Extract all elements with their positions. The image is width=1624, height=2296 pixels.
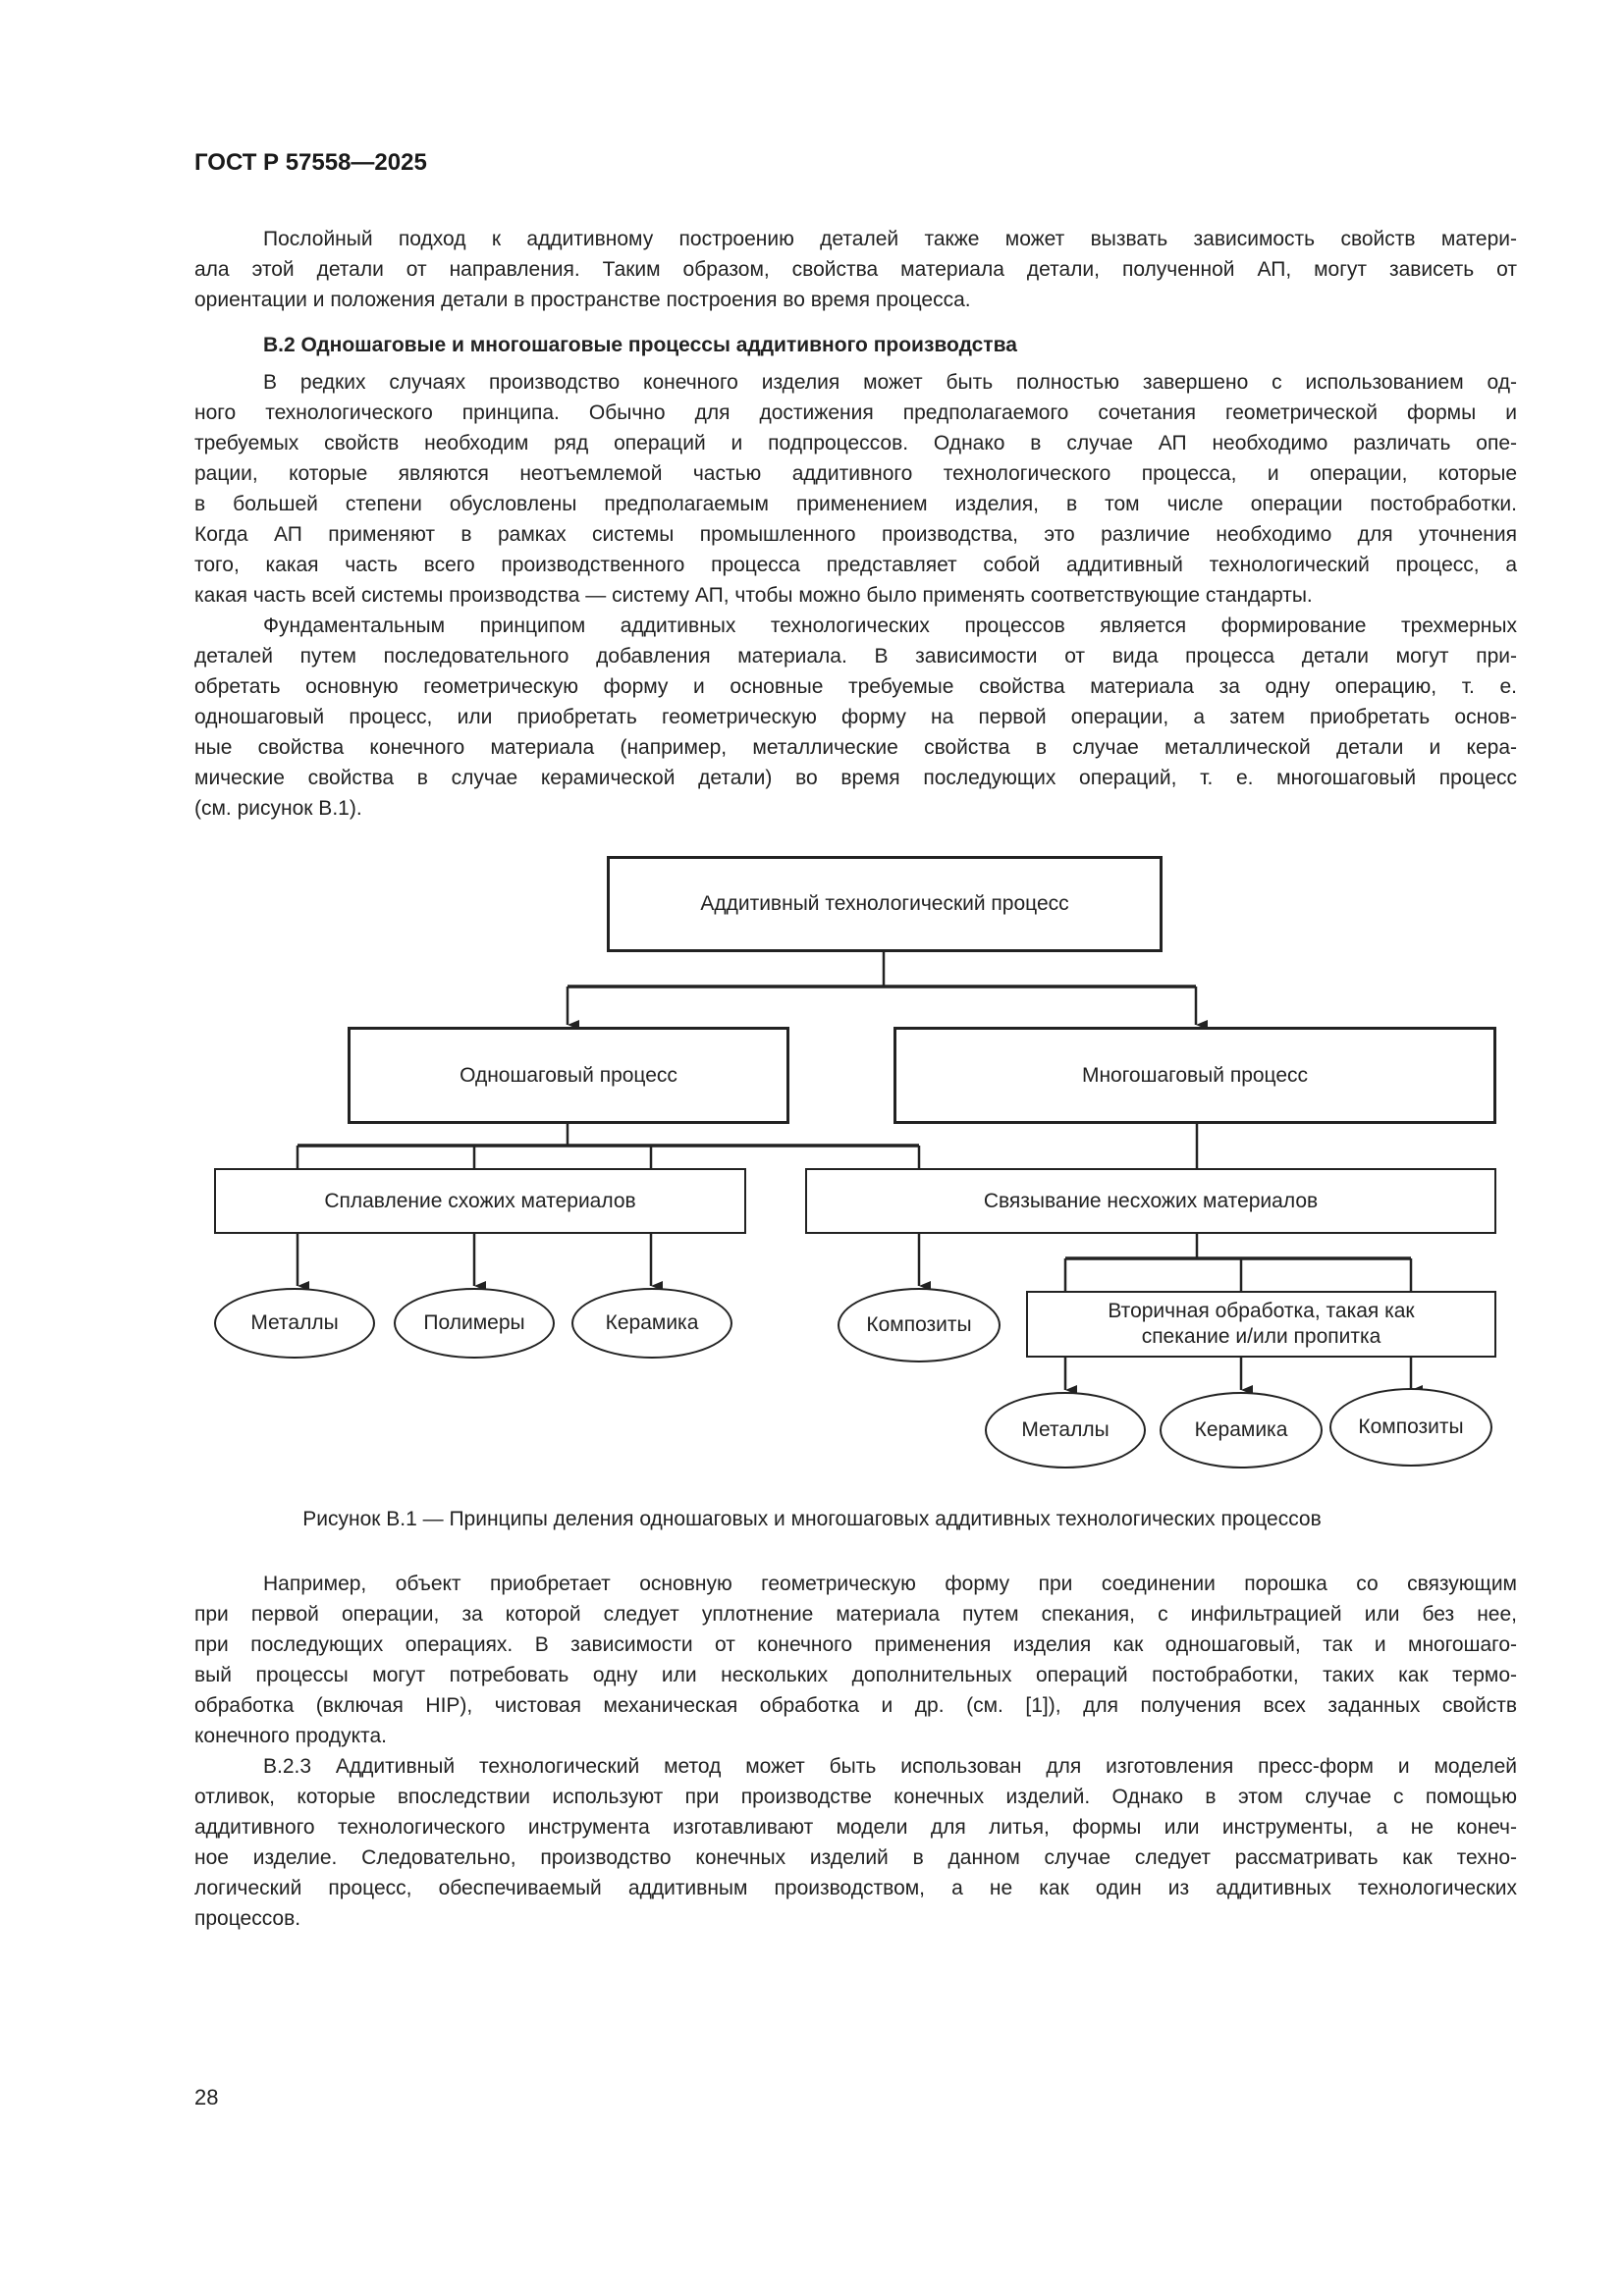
text-line: при первой операции, за которой следует уплотнение материала путем спекания, с инфильтрацией или без нее, xyxy=(194,1603,1517,1626)
text-line: какая часть всей системы производства — систему АП, чтобы можно было применять соответствующие стандарты. xyxy=(194,584,1313,607)
paragraph-b23 xyxy=(194,1751,1517,1934)
text-line: деталей путем последовательного добавления материала. В зависимости от вида процесса детали могут при- xyxy=(194,645,1517,667)
text-line: ное изделие. Следовательно, производство конечных изделий в данном случае следует рассматривать как техно- xyxy=(194,1846,1517,1869)
text-line: Послойный подход к аддитивному построению деталей также может вызвать зависимость свойств матери- xyxy=(263,228,1517,250)
text-line: обработка (включая HIP), чистовая механическая обработка и др. (см. [1]), для получения всех заданных свойств xyxy=(194,1694,1517,1717)
text-line: одношаговый процесс, или приобретать геометрическую форму на первой операции, а затем приобретать основ- xyxy=(194,706,1517,728)
node-ceramics: Керамика xyxy=(571,1288,732,1359)
section-heading-block xyxy=(194,330,1517,360)
node-secondary-processing: Вторичная обработка, такая как спекание и/или пропитка xyxy=(1026,1291,1496,1358)
text-line: при последующих операциях. В зависимости от конечного применения изделия как одношаговый, так и многошаго- xyxy=(194,1633,1517,1656)
text-line: ала этой детали от направления. Таким образом, свойства материала детали, полученной АП, могут зависеть от xyxy=(194,258,1517,281)
text-line: процессов. xyxy=(194,1907,301,1930)
text-line: Фундаментальным принципом аддитивных технологических процессов является формирование трехмерных xyxy=(263,614,1517,637)
text-line: аддитивного технологического инструмента изготавливают модели для литья, формы или инструменты, а не конеч- xyxy=(194,1816,1517,1839)
paragraph-fundamental-principle xyxy=(194,611,1517,824)
node-metals: Металлы xyxy=(214,1288,375,1359)
text-line: Например, объект приобретает основную геометрическую форму при соединении порошка со связующим xyxy=(263,1573,1517,1595)
text-line: ориентации и положения детали в пространстве построения во время процесса. xyxy=(194,289,971,311)
section-heading: В.2 Одношаговые и многошаговые процессы аддитивного производства xyxy=(263,334,1017,356)
node-composites-secondary: Композиты xyxy=(1329,1388,1492,1467)
text-line: ные свойства конечного материала (например, металлические свойства в случае металлической детали и кера- xyxy=(194,736,1517,759)
node-multi-step: Многошаговый процесс xyxy=(893,1027,1496,1124)
text-line: (см. рисунок В.1). xyxy=(194,797,362,820)
text-line: рации, которые являются неотъемлемой частью аддитивного технологического процесса, и операции, которые xyxy=(194,462,1517,485)
node-ceramics-secondary: Керамика xyxy=(1160,1392,1323,1468)
text-line: отливок, которые впоследствии используют при производстве конечных изделий. Однако в этом случае с помощью xyxy=(194,1786,1517,1808)
paragraph-example xyxy=(194,1569,1517,1751)
text-line: обретать основную геометрическую форму и основные требуемые свойства материала за одну операцию, т. е. xyxy=(194,675,1517,698)
node-bonding-dissimilar: Связывание несхожих материалов xyxy=(805,1168,1496,1234)
text-line: Когда АП применяют в рамках системы промышленного производства, это различие необходимо для уточнения xyxy=(194,523,1517,546)
paragraph-layered-approach xyxy=(194,224,1517,315)
text-line: в большей степени обусловлены предполагаемым применением изделия, в том числе операции постобработки. xyxy=(194,493,1517,515)
text-line: конечного продукта. xyxy=(194,1725,387,1747)
node-single-step: Одношаговый процесс xyxy=(348,1027,789,1124)
text-line: В.2.3 Аддитивный технологический метод может быть использован для изготовления пресс-форм и моделей xyxy=(263,1755,1517,1778)
text-line: того, какая часть всего производственного процесса представляет собой аддитивный технологический процесс, а xyxy=(194,554,1517,576)
text-line: логический процесс, обеспечиваемый аддитивным производством, а не как один из аддитивных технологических xyxy=(194,1877,1517,1899)
text-line: вый процессы могут потребовать одну или нескольких дополнительных операций постобработки, таких как термо- xyxy=(194,1664,1517,1686)
text-line: ного технологического принципа. Обычно для достижения предполагаемого сочетания геометрической формы и xyxy=(194,401,1517,424)
text-line: В редких случаях производство конечного изделия может быть полностью завершено с использованием од- xyxy=(263,371,1517,394)
node-metals-secondary: Металлы xyxy=(985,1392,1146,1468)
paragraph-rare-cases xyxy=(194,367,1517,611)
text-line: требуемых свойств необходим ряд операций и подпроцессов. Однако в случае АП необходимо различать опе- xyxy=(194,432,1517,454)
node-polymers: Полимеры xyxy=(394,1288,555,1359)
figure-caption: Рисунок В.1 — Принципы деления одношаговых и многошаговых аддитивных технологических процессов xyxy=(302,1508,1322,1530)
page-number: 28 xyxy=(194,2085,219,2109)
document-header: ГОСТ Р 57558—2025 xyxy=(194,149,427,176)
node-composites: Композиты xyxy=(838,1288,1001,1362)
node-fusion-similar: Сплавление схожих материалов xyxy=(214,1168,746,1234)
node-additive-process: Аддитивный технологический процесс xyxy=(607,856,1163,952)
text-line: мические свойства в случае керамической детали) во время последующих операций, т. е. многошаговый процесс xyxy=(194,767,1517,789)
